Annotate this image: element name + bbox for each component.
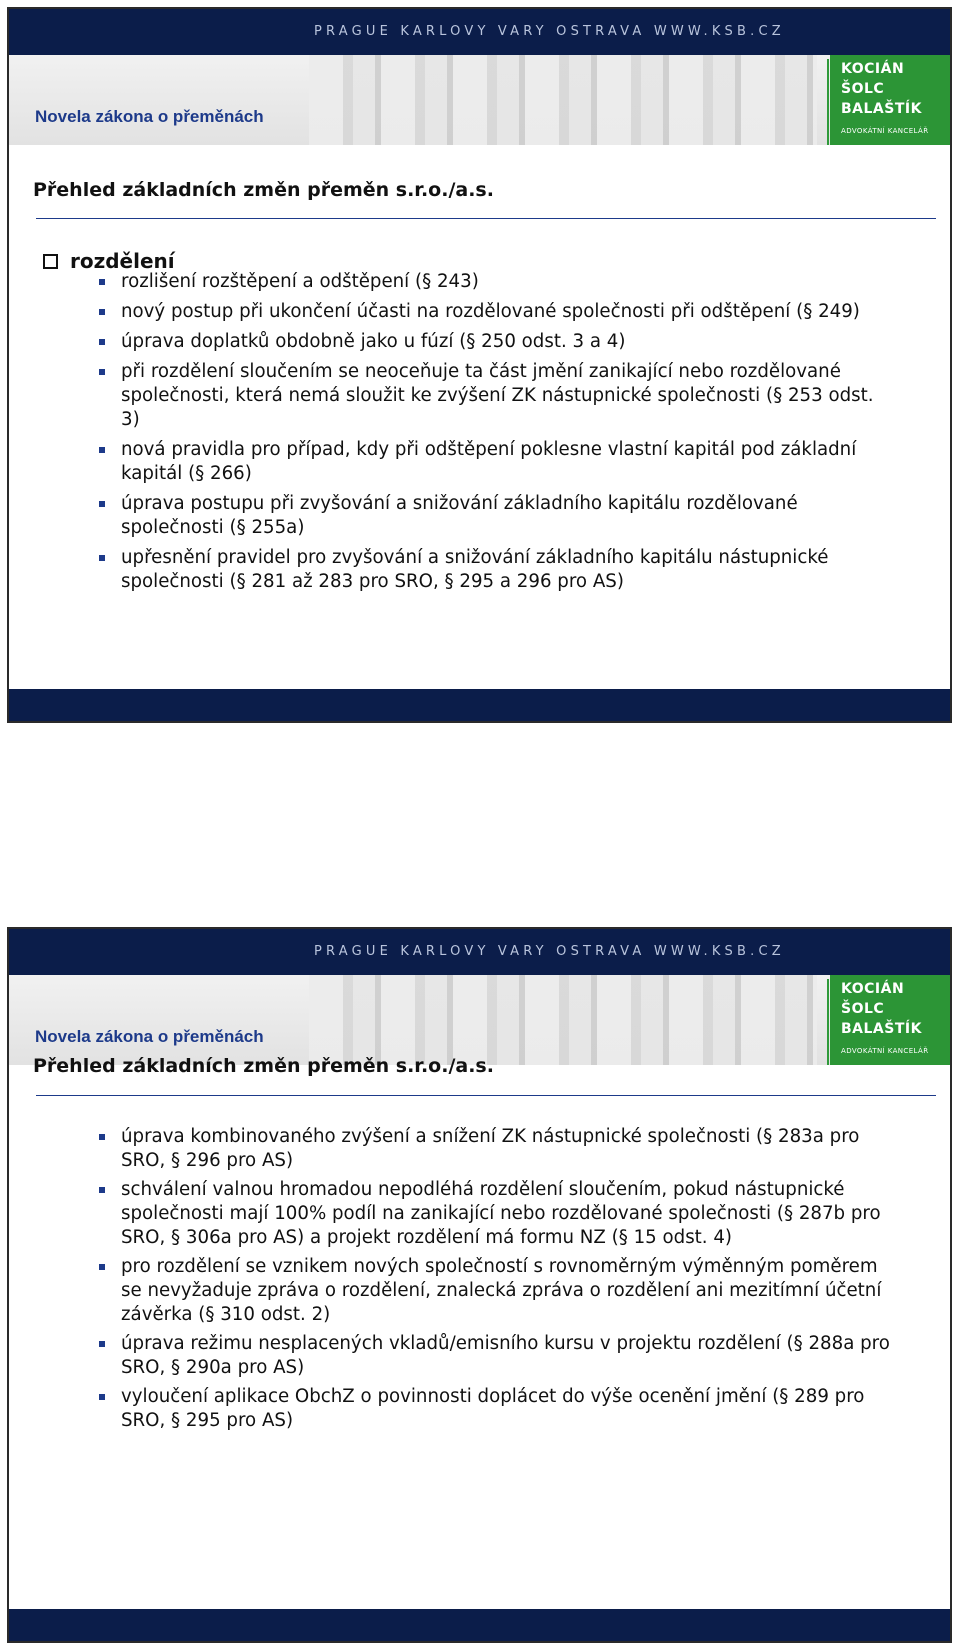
list-item: při rozdělení sloučením se neoceňuje ta část jmění zanikající nebo rozdělované společnosti, která nemá sloužit ke zvýšení ZK nástupnické společnosti (§ 253 odst. 3)	[9, 360, 891, 432]
list-item: upřesnění pravidel pro zvyšování a snižování základního kapitálu nástupnické společnosti (§ 281 až 283 pro SRO, § 295 a 296 pro AS)	[9, 546, 891, 594]
bullet-list	[9, 270, 891, 594]
square-bullet-icon	[99, 1341, 105, 1347]
logo-divider	[827, 59, 829, 145]
list-item: rozlišení rozštěpení a odštěpení (§ 243)	[9, 270, 891, 294]
square-bullet-icon	[99, 279, 105, 285]
top-band	[9, 929, 950, 975]
firm-logo	[841, 59, 928, 136]
slide-header	[9, 55, 950, 145]
logo-line-3: BALAŠTÍK	[841, 101, 922, 117]
logo-line-3: BALAŠTÍK	[841, 1021, 922, 1037]
bottom-band	[9, 689, 950, 721]
list-item: úprava kombinovaného zvýšení a snížení ZK nástupnické společnosti (§ 283a pro SRO, § 296 pro AS)	[9, 1125, 891, 1173]
section-heading-text: rozdělení	[70, 249, 175, 273]
list-item: úprava doplatků obdobně jako u fúzí (§ 250 odst. 3 a 4)	[9, 330, 891, 354]
list-item: nová pravidla pro případ, kdy při odštěpení poklesne vlastní kapitál pod základní kapitál (§ 266)	[9, 438, 891, 486]
header-stripes	[309, 975, 817, 1065]
slide-title: Přehled základních změn přeměn s.r.o./a.s.	[33, 179, 494, 201]
square-bullet-icon	[99, 1264, 105, 1270]
title-rule	[36, 1095, 936, 1096]
slide-title: Přehled základních změn přeměn s.r.o./a.s.	[33, 1055, 494, 1077]
logo-subtitle: ADVOKÁTNÍ KANCELÁŘ	[841, 1047, 929, 1055]
logo-line-1: KOCIÁN	[841, 981, 905, 997]
logo-subtitle: ADVOKÁTNÍ KANCELÁŘ	[841, 127, 929, 135]
square-bullet-icon	[99, 447, 105, 453]
cities-text: PRAGUE KARLOVY VARY OSTRAVA WWW.KSB.CZ	[314, 944, 785, 959]
square-bullet-icon	[99, 309, 105, 315]
square-bullet-icon	[99, 339, 105, 345]
list-item: vyloučení aplikace ObchZ o povinnosti doplácet do výše ocenění jmění (§ 289 pro SRO, § 295 pro AS)	[9, 1385, 891, 1433]
checkbox-bullet-icon	[43, 254, 58, 269]
list-item: schválení valnou hromadou nepodléhá rozdělení sloučením, pokud nástupnické společnosti mají 100% podíl na zanikající nebo rozdělované společnosti (§ 287b pro SRO, § 306a pro AS) a projekt rozdělení má formu NZ (§ 15 odst. 4)	[9, 1178, 891, 1250]
list-item: úprava režimu nesplacených vkladů/emisního kursu v projektu rozdělení (§ 288a pro SRO, § 290a pro AS)	[9, 1332, 891, 1380]
square-bullet-icon	[99, 1394, 105, 1400]
title-rule	[36, 218, 936, 219]
deck-title: Novela zákona o přeměnách	[35, 107, 264, 126]
slide-1	[7, 7, 952, 723]
square-bullet-icon	[99, 1134, 105, 1140]
logo-line-1: KOCIÁN	[841, 61, 905, 77]
bullet-list	[9, 1125, 891, 1433]
logo-line-2: ŠOLC	[841, 1001, 885, 1017]
slide-header	[9, 975, 950, 1065]
top-band	[9, 9, 950, 55]
slide-2	[7, 927, 952, 1643]
header-stripes	[309, 55, 817, 145]
logo-divider	[827, 979, 829, 1065]
square-bullet-icon	[99, 1187, 105, 1193]
square-bullet-icon	[99, 369, 105, 375]
bottom-band	[9, 1609, 950, 1641]
square-bullet-icon	[99, 501, 105, 507]
list-item: pro rozdělení se vznikem nových společností s rovnoměrným výměnným poměrem se nevyžaduje zpráva o rozdělení, znalecká zpráva o rozdělení ani mezitímní účetní závěrka (§ 310 odst. 2)	[9, 1255, 891, 1327]
firm-logo	[841, 979, 928, 1056]
list-item: nový postup při ukončení účasti na rozdělované společnosti při odštěpení (§ 249)	[9, 300, 891, 324]
list-item: úprava postupu při zvyšování a snižování základního kapitálu rozdělované společnosti (§ 255a)	[9, 492, 891, 540]
deck-title: Novela zákona o přeměnách	[35, 1027, 264, 1046]
square-bullet-icon	[99, 555, 105, 561]
logo-line-2: ŠOLC	[841, 81, 885, 97]
cities-text: PRAGUE KARLOVY VARY OSTRAVA WWW.KSB.CZ	[314, 24, 785, 39]
